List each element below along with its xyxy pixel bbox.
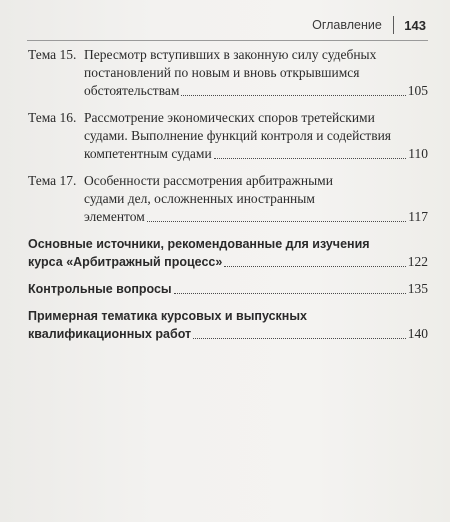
section-title-line: курса «Арбитражный процесс» <box>28 255 223 269</box>
header-page-number: 143 <box>404 17 426 33</box>
topic-label: Тема 16. <box>28 110 77 125</box>
topic-title-line: элементом <box>84 209 145 224</box>
dot-leader <box>224 266 405 267</box>
topic-title-line: постановлений по новым и вновь открывшимся <box>84 65 360 80</box>
toc-entry-control-questions[interactable] <box>28 280 428 298</box>
toc-entry-sources[interactable] <box>28 235 428 271</box>
header-divider <box>393 16 395 34</box>
toc-entry-course-topics[interactable] <box>28 307 428 343</box>
dot-leader <box>181 95 405 96</box>
dot-leader <box>147 221 406 222</box>
topic-title-line: Особенности рассмотрения арбитражными <box>84 173 333 188</box>
toc-entry-topic-16[interactable] <box>28 109 428 163</box>
section-title-line: квалификационных работ <box>28 327 192 341</box>
section-title-line: Основные источники, рекомендованные для изучения <box>28 237 370 251</box>
dot-leader <box>193 338 406 339</box>
page-number: 110 <box>408 146 428 161</box>
topic-title-line: судами. Выполнение функций контроля и содействия <box>84 128 392 143</box>
header-rule <box>27 40 428 41</box>
topic-title-line: Пересмотр вступивших в законную силу судебных <box>84 47 377 62</box>
dot-leader <box>214 158 407 159</box>
section-title-line: Контрольные вопросы <box>28 282 172 296</box>
page-number: 140 <box>407 326 428 341</box>
page-number: 117 <box>408 209 428 224</box>
topic-title-line: судами дел, осложненных иностранным <box>84 191 315 206</box>
topic-label: Тема 17. <box>28 173 77 188</box>
topic-label: Тема 15. <box>28 47 77 62</box>
topic-title-line: Рассмотрение экономических споров третейскими <box>84 110 375 125</box>
running-header <box>312 14 426 36</box>
section-title-line: Примерная тематика курсовых и выпускных <box>28 309 307 323</box>
page-number: 105 <box>407 83 428 98</box>
header-title: Оглавление <box>312 18 382 32</box>
page-number: 122 <box>407 254 428 269</box>
toc-entry-topic-17[interactable] <box>28 172 428 226</box>
table-of-contents <box>28 46 428 352</box>
topic-title-line: обстоятельствам <box>84 83 180 98</box>
topic-title-line: компетентным судами <box>84 146 212 161</box>
toc-entry-topic-15[interactable] <box>28 46 428 100</box>
dot-leader <box>174 293 406 294</box>
page-number: 135 <box>407 281 428 296</box>
